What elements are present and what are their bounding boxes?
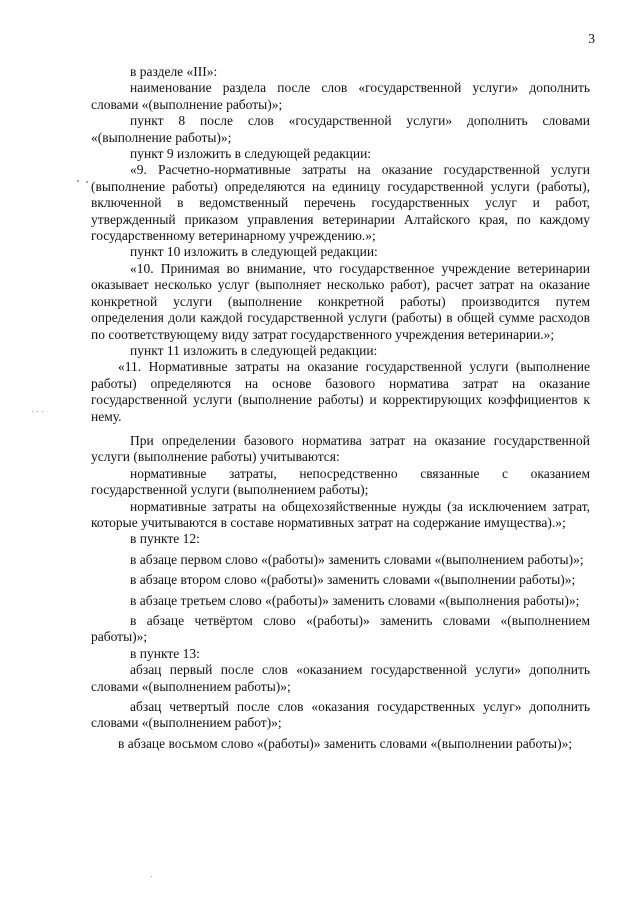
paragraph-item-13-abz-4: абзац четвертый после слов «оказания государственных услуг» дополнить словами «(выполнением работ)»;: [91, 699, 590, 731]
paragraph-item-11-text: «11. Нормативные затраты на оказание государственной услуги (выполнение работы) определяются на основе базового норматива затрат на оказание государственной услуги (выполнение работы) и корректирующих коэффициентов к нему.: [91, 359, 590, 424]
paragraph-item-13-abz-1: абзац первый после слов «оказанием государственной услуги» дополнить словами «(выполнением работы)»;: [91, 662, 590, 694]
paragraph-item-12-abz-2: в абзаце втором слово «(работы)» заменить словами «(выполнении работы)»;: [130, 572, 576, 588]
paragraph-section-iii: в разделе «III»:: [130, 64, 218, 79]
paragraph-item-10-intro: пункт 10 изложить в следующей редакции:: [130, 244, 378, 260]
paragraph-direct-costs: нормативные затраты, непосредственно связанные с оказанием государственной услуги (выполнением работы);: [91, 465, 590, 498]
scan-speck: [32, 411, 33, 412]
paragraph-item-12-abz-1: в абзаце первом слово «(работы)» заменить словами «(выполнением работы)»;: [130, 551, 584, 567]
paragraph-base-norm: При определении базового норматива затрат на оказание государственной услуги (выполнение работы) учитываются:: [91, 432, 590, 465]
scan-speck: [151, 876, 152, 877]
paragraph-item-12-intro: в пункте 12:: [130, 531, 200, 547]
scan-speck: [86, 181, 88, 183]
paragraph-item-8: пункт 8 после слов «государственной услуги» дополнить словами «(выполнение работы)»;: [91, 113, 590, 145]
document-body: [91, 64, 590, 752]
paragraph-item-11-intro: пункт 11 изложить в следующей редакции:: [130, 342, 378, 358]
paragraph-item-9-intro: пункт 9 изложить в следующей редакции:: [130, 146, 372, 162]
scan-speck: [37, 411, 38, 412]
paragraph-item-13-abz-8: в абзаце восьмом слово «(работы)» заменить словами «(выполнении работы)»;: [118, 735, 573, 751]
paragraph-item-13-intro: в пункте 13:: [130, 645, 200, 661]
page-number: 3: [588, 31, 595, 46]
paragraph-section-name: наименование раздела после слов «государственной услуги» дополнить словами «(выполнение работы)»;: [91, 80, 590, 112]
paragraph-general-costs: нормативные затраты на общехозяйственные нужды (за исключением затрат, которые учитываются в составе нормативных затрат на содержание имущества).»;: [91, 498, 590, 530]
paragraph-item-10-text: «10. Принимая во внимание, что государственное учреждение ветеринарии оказывает несколько услуг (выполняет несколько работ), расчет затрат на оказание конкретной услуги (выполнение конкретной работы) производится путем определения доли каждой государственной услуги (работы) в общей сумме расходов по соответствующему виду затрат государственного учреждения ветеринарии.»;: [91, 260, 590, 342]
paragraph-item-9-text: «9. Расчетно-нормативные затраты на оказание государственной услуги (выполнение работы) определяются на единицу государственной услуги (работы), включенной в ведомственный перечень государственных услуг и работ, утвержденный приказом управления ветеринарии Алтайского края, по каждому государственному ветеринарному учреждению.»;: [91, 162, 590, 244]
paragraph-item-12-abz-4: в абзаце четвёртом слово «(работы)» заменить словами «(выполнением работы)»;: [91, 613, 590, 645]
paragraph-item-12-abz-3: в абзаце третьем слово «(работы)» заменить словами «(выполнения работы)»;: [130, 592, 580, 608]
scan-speck: [42, 411, 43, 412]
scan-speck: [77, 180, 79, 182]
